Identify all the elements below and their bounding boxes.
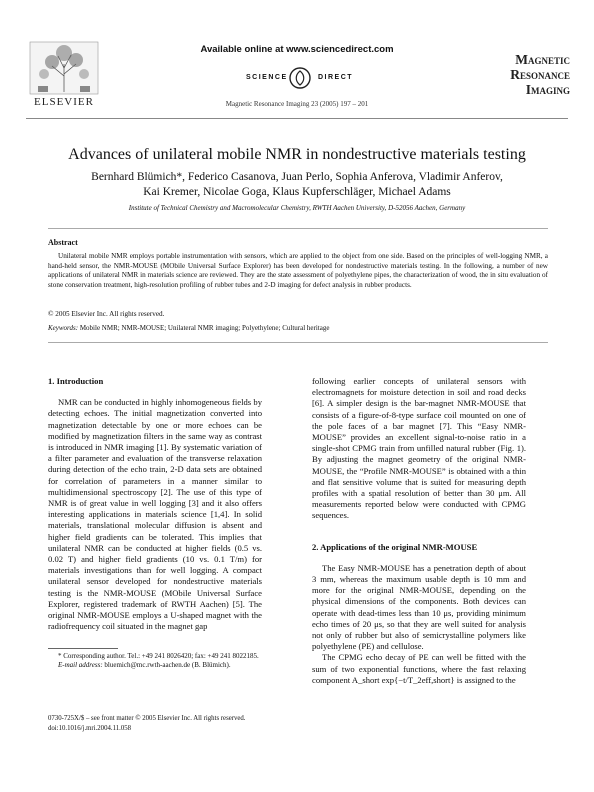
abstract-copyright: © 2005 Elsevier Inc. All rights reserved. (48, 310, 165, 318)
keywords-label: Keywords: (48, 324, 79, 332)
journal-citation: Magnetic Resonance Imaging 23 (2005) 197 – 201 (225, 100, 369, 108)
sciencedirect-logo (232, 64, 362, 92)
journal-title-line3: Imaging (525, 82, 570, 97)
email-address[interactable]: bluemich@mc.rwth-aachen.de (B. Blümich). (104, 661, 231, 670)
abstract-divider (48, 342, 548, 343)
section-2-paragraph-2: The CPMG echo decay of PE can well be fitted with the sum of two exponential functions, where the fast relaxing component A_short exp{−t/T_2eff,short} is assigned to the (312, 652, 526, 685)
email-label: E-mail address: (58, 661, 103, 670)
issn-doi-block (48, 714, 308, 733)
paper-title: Advances of unilateral mobile NMR in nondestructive materials testing (68, 146, 526, 163)
corresponding-author-note: * Corresponding author. Tel.: +49 241 8026420; fax: +49 241 8022185. (58, 652, 259, 660)
authors-line-2: Kai Kremer, Nicolae Goga, Klaus Kupferschläger, Michael Adams (143, 186, 451, 198)
available-online-banner: Available online at www.sciencedirect.com (200, 44, 394, 55)
affiliation: Institute of Technical Chemistry and Macromolecular Chemistry, RWTH Aachen University, D-52056 Aachen, Germany (128, 204, 466, 212)
journal-title (452, 52, 570, 97)
keywords (48, 324, 548, 332)
section-2-paragraph-1: The Easy NMR-MOUSE has a penetration depth of about 3 mm, whereas the maximum usable depth is 10 mm and more for the original NMR-MOUSE, depending on the physical dimensions of the components. Both devices can operate with dead-times less than 10 μs, providing minimum echo times of 20 μs, so that they are well suited for analysis not only of rubber but also of semicrystalline polymers like polyethylene (PE) and cellulose. (312, 562, 526, 652)
left-column (48, 376, 262, 632)
email-note (48, 661, 262, 670)
abstract-text: Unilateral mobile NMR employs portable instrumentation with sensors, which are applied to the object from one side. Based on the principles of well-logging NMR, a hand-held sensor, the NMR-MOUSE (MObile Universal Surface Explorer) has been developed for nondestructive materials testing. In the following, a number of new applications of unilateral NMR in materials science are reviewed. They are the state assessment of polyethylene pipes, the characterization of wood, the in situ evaluation of stone conservation treatment, high-resolution profiling of rubber tubes and 2-D imaging for defect analysis in rubber products. (48, 252, 548, 289)
authors-line-1: Bernhard Blümich*, Federico Casanova, Juan Perlo, Sophia Anferova, Vladimir Anferov, (91, 171, 503, 183)
sd-right-text: DIRECT (318, 74, 354, 81)
header-divider (26, 118, 568, 119)
section-1-heading: 1. Introduction (48, 376, 104, 386)
journal-title-line2: Resonance (510, 67, 570, 82)
sd-left-text: SCIENCE (246, 74, 288, 81)
issn-line: 0730-725X/$ – see front matter © 2005 Elsevier Inc. All rights reserved. (48, 715, 246, 722)
abstract-heading: Abstract (48, 238, 78, 247)
right-column (312, 376, 526, 686)
footnote (48, 652, 262, 670)
publisher-name: ELSEVIER (34, 96, 94, 108)
journal-title-line1: Magnetic (515, 52, 570, 67)
author-list (60, 170, 534, 200)
footnote-divider (48, 648, 118, 649)
section-1-paragraph-1: NMR can be conducted in highly inhomogeneous fields by detecting echoes. The initial magnetization converted into magnetization detectable by one or more echoes can be modified by magnetization filters in the same way as contrast is introduced in NMR imaging [1]. By systematic variation of a filter parameter and evaluation of the transverse relaxation during detection of the echo train, 2-D data sets are obtained for correlation of parameters in a manner similar to multidimensional spectroscopy [2]. The use of this type of NMR is of great value in well logging [3] and it also offers interesting applications in materials science [1,4]. In solid materials, translational molecular diffusion is absent and higher field gradients can be tolerated. This implies that unilateral NMR can be conducted at higher fields (0.5 vs. 0.02 T) and higher field gradients (10 vs. 0.1 T/m) for materials investigations than for well logging. A compact unilateral sensor developed for nondestructive materials testing is the NMR-MOUSE (MObile Universal Surface Explorer, registered trademark of RWTH Aachen) [5]. The original NMR-MOUSE employs a U-shaped magnet with the radiofrequency coil situated in the magnet gap (48, 397, 262, 632)
doi-line[interactable]: doi:10.1016/j.mri.2004.11.058 (48, 724, 132, 732)
keywords-list: Mobile NMR; NMR-MOUSE; Unilateral NMR imaging; Polyethylene; Cultural heritage (79, 324, 330, 332)
section-2-heading: 2. Applications of the original NMR-MOUSE (312, 541, 478, 552)
section-1-paragraph-2: following earlier concepts of unilateral sensors with electromagnets for moisture detection in soil and road decks [6]. A simpler design is the bar-magnet NMR-MOUSE that consists of a figure-of-8-type surface coil mounted on one of the pole faces of a bar magnet [7]. This “Easy NMR-MOUSE” provides an excellent signal-to-noise ratio in a single-shot CPMG train from unfilled natural rubber (Fig. 1). By adjusting the magnet geometry of the original NMR-MOUSE, the “Profile NMR-MOUSE” is obtained with a thin and flat sensitive volume that is suited for measuring depth profiles with a spatial resolution of better than 30 μm. All measurements reported below were conducted with CPMG sequences. (312, 376, 526, 521)
sciencedirect-emblem-icon (288, 66, 312, 90)
title-divider (48, 228, 548, 229)
